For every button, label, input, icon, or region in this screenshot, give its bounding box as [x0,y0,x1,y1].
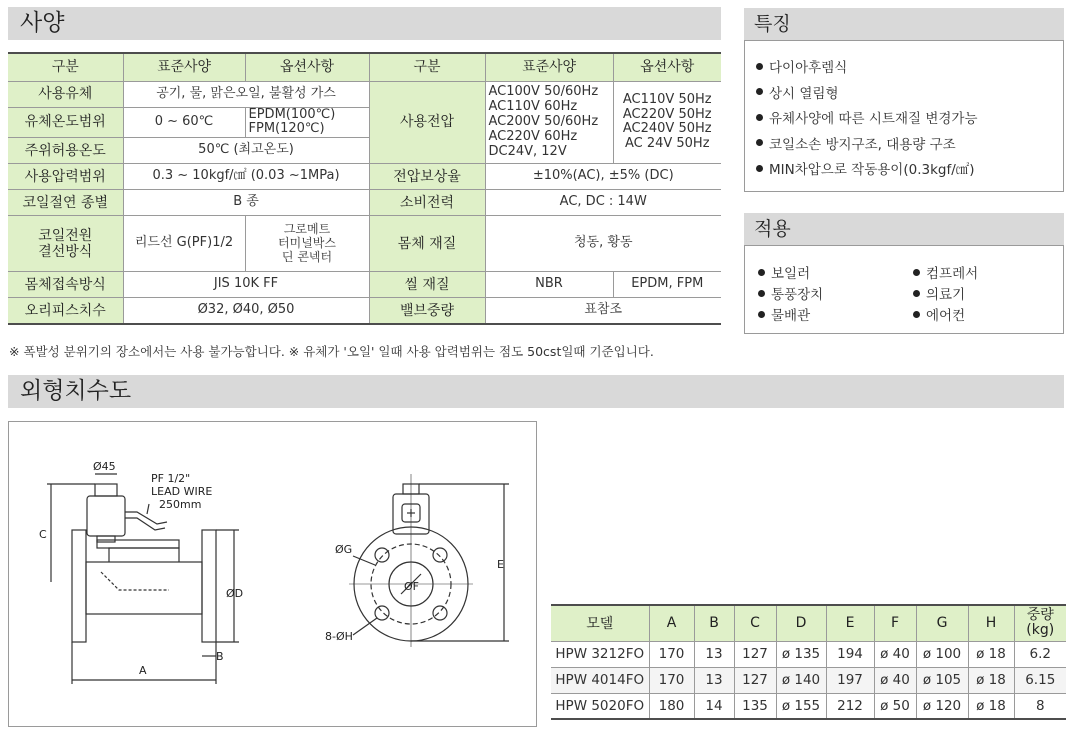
features-list [756,56,978,184]
voltage-comp-label: 전압보상율 [369,164,485,190]
cell-a: 180 [649,693,694,719]
voltage-option-line: AC110V 50Hz [622,91,712,107]
header-option-2: 옵션사항 [613,53,721,81]
pressure-value: 0.3 ~ 10kgf/㎠ (0.03 ~1MPa) [123,164,369,190]
application-text: 보일러 [771,266,811,282]
bonnet [109,548,179,562]
cell-b: 13 [694,667,734,693]
bullet-icon [756,165,763,172]
header-c: C [734,605,776,641]
bolt-hole [375,606,389,620]
voltage-option-line: AC240V 50Hz [622,121,712,137]
fluid-value: 공기, 물, 맑은오일, 불활성 가스 [123,81,369,107]
label-h: 8-ØH [325,630,353,643]
voltage-standard-line: DC24V, 12V [488,143,567,159]
pressure-label: 사용압력범위 [8,164,123,190]
bullet-icon [758,311,765,318]
table-row [8,298,721,324]
seal-option: EPDM, FPM [613,272,721,298]
feature-text: 다이아후렘식 [769,60,848,76]
cell-h: ø 18 [968,693,1014,719]
table-row [551,693,1066,719]
cell-e: 197 [826,667,874,693]
spec-section-title: 사양 [8,7,721,40]
header-h: H [968,605,1014,641]
feature-text: 코일소손 방지구조, 대용량 구조 [769,136,956,153]
header-e: E [826,605,874,641]
application-text: 에어컨 [926,308,966,324]
header-f: F [874,605,916,641]
dimensions-header-row [551,605,1066,641]
features-title: 특징 [744,8,1064,40]
header-standard: 표준사양 [123,53,245,81]
dimension-drawing [8,421,537,727]
application-text: 물배관 [771,308,811,324]
list-item [756,82,978,108]
cell-d: ø 135 [776,641,826,667]
feature-text: 상시 열림형 [769,85,839,102]
bullet-icon [913,269,920,276]
connection-value: JIS 10K FF [123,272,369,298]
header-category: 구분 [8,53,123,81]
coil-power-standard: 리드선 G(PF)1/2 [123,216,245,272]
fluid-temp-label: 유체온도범위 [8,107,123,138]
coil-power-option [245,216,369,272]
spec-table [8,52,721,325]
spec-note: ※ 폭발성 분위기의 장소에서는 사용 불가능합니다. ※ 유체가 '오일' 일때 사용 압력범위는 점도 50cst일때 기준입니다. [9,344,654,359]
cell-b: 14 [694,693,734,719]
bolt-hole [433,548,447,562]
valve-weight-label: 밸브중량 [369,298,485,324]
label-e: E [497,558,504,571]
label-d45: Ø45 [93,460,116,473]
label-d: ØD [226,587,244,600]
header-category-2: 구분 [369,53,485,81]
fluid-temp-option-line: EPDM(100℃) [248,106,336,122]
cell-h: ø 18 [968,667,1014,693]
application-text: 의료기 [926,287,966,303]
voltage-standard [485,81,613,164]
header-d: D [776,605,826,641]
bolt-hole [433,606,447,620]
table-row [551,667,1066,693]
coil-insulation-label: 코일절연 종별 [8,190,123,216]
fluid-label: 사용유체 [8,81,123,107]
cell-h: ø 18 [968,641,1014,667]
leader-line [147,504,149,514]
cell-weight: 6.2 [1014,641,1066,667]
header-option: 옵션사항 [245,53,369,81]
application-text: 컴프레서 [926,266,979,282]
voltage-option-line: AC220V 50Hz [622,106,712,122]
cell-a: 170 [649,667,694,693]
coil-power-option-line: 그로메트 [283,222,331,237]
leader-line [353,556,375,565]
coil-cap [95,484,117,496]
spec-header-row [8,53,721,81]
bullet-icon [758,269,765,276]
label-lead-wire: LEAD WIRE [151,485,213,498]
cell-weight: 8 [1014,693,1066,719]
list-item [758,283,823,303]
cell-c: 127 [734,667,776,693]
body-material-value: 청동, 황동 [485,216,721,272]
coil-power-option-line: 터미널박스 [278,235,336,250]
flow-path [101,572,169,590]
coil-insulation-value: B 종 [123,190,369,216]
label-g: ØG [335,543,353,556]
header-a: A [649,605,694,641]
list-item [756,56,978,82]
bullet-icon [756,114,763,121]
label-f: ØF [404,580,419,593]
cell-d: ø 155 [776,693,826,719]
orifice-value: Ø32, Ø40, Ø50 [123,298,369,324]
applications-title: 적용 [744,213,1064,245]
table-row [8,216,721,272]
feature-text: 유체사양에 따른 시트재질 변경가능 [769,111,978,127]
label-b: B [216,650,224,663]
voltage-standard-line: AC220V 60Hz [488,128,578,144]
table-row [8,190,721,216]
list-item [913,304,965,324]
header-g: G [916,605,968,641]
cell-f: ø 40 [874,641,916,667]
list-item [913,262,978,282]
cell-model: HPW 3212FO [551,641,649,667]
list-item [758,304,810,324]
valve-body [86,562,202,614]
feature-text: MIN차압으로 작동용이(0.3kgf/㎠) [769,162,975,178]
list-item [756,133,978,159]
cell-f: ø 50 [874,693,916,719]
fluid-temp-option [245,107,369,138]
connection-label: 몸체접속방식 [8,272,123,298]
bullet-icon [756,63,763,70]
cell-f: ø 40 [874,667,916,693]
voltage-standard-line: AC200V 50/60Hz [488,113,599,129]
bullet-icon [756,139,763,146]
body-material-label: 몸체 재질 [369,216,485,272]
voltage-standard-line: AC100V 50/60Hz [488,84,599,100]
cell-model: HPW 5020FO [551,693,649,719]
fluid-temp-standard: 0 ~ 60℃ [123,107,245,138]
cell-c: 127 [734,641,776,667]
fluid-temp-option-line: FPM(120℃) [248,121,325,137]
cell-e: 212 [826,693,874,719]
ambient-temp-value: 50℃ (최고온도) [123,138,369,164]
table-row [551,641,1066,667]
coil-power-label-line: 코일전원 [38,227,93,244]
list-item [758,262,810,282]
bullet-icon [758,290,765,297]
list-item [913,283,965,303]
power-value: AC, DC : 14W [485,190,721,216]
cell-b: 13 [694,641,734,667]
coil-power-label-line: 결선방식 [38,243,93,260]
ambient-temp-label: 주위허용온도 [8,138,123,164]
label-pf: PF 1/2" [151,472,191,485]
header-standard-2: 표준사양 [485,53,613,81]
cell-g: ø 100 [916,641,968,667]
voltage-option-line: AC 24V 50Hz [624,136,710,152]
cell-a: 170 [649,641,694,667]
dimensions-table [551,604,1066,720]
table-row [8,81,721,107]
list-item [756,107,978,133]
header-b: B [694,605,734,641]
voltage-standard-line: AC110V 60Hz [488,99,578,115]
coil-body [87,496,125,536]
dimensions-section-title: 외형치수도 [8,375,1064,408]
coil-power-option-line: 딘 콘넥터 [281,249,333,264]
label-a: A [139,664,147,677]
header-weight [1014,605,1066,641]
bullet-icon [913,290,920,297]
seal-label: 씰 재질 [369,272,485,298]
bullet-icon [913,311,920,318]
cell-g: ø 105 [916,667,968,693]
valve-drawing-svg [9,422,538,728]
left-flange [72,530,86,642]
cell-g: ø 120 [916,693,968,719]
coil-stem [97,536,115,542]
label-c: C [39,528,47,541]
right-flange [202,530,216,642]
seal-standard: NBR [485,272,613,298]
table-row [8,272,721,298]
voltage-option [613,81,721,164]
table-row [8,164,721,190]
voltage-comp-value: ±10%(AC), ±5% (DC) [485,164,721,190]
label-lead-length: 250mm [159,498,202,511]
cell-weight: 6.15 [1014,667,1066,693]
list-item [756,158,978,184]
header-weight-line: (kg) [1026,622,1055,639]
bullet-icon [756,88,763,95]
application-text: 통풍장치 [771,287,824,303]
cell-d: ø 140 [776,667,826,693]
power-label: 소비전력 [369,190,485,216]
coil-power-label [8,216,123,272]
bonnet-plate [97,540,179,548]
cell-c: 135 [734,693,776,719]
header-weight-line: 중량 [1026,606,1054,623]
cell-e: 194 [826,641,874,667]
header-model: 모델 [551,605,649,641]
bolt-hole [375,548,389,562]
orifice-label: 오리피스치수 [8,298,123,324]
valve-weight-value: 표참조 [485,298,721,324]
cell-model: HPW 4014FO [551,667,649,693]
voltage-label: 사용전압 [369,81,485,164]
